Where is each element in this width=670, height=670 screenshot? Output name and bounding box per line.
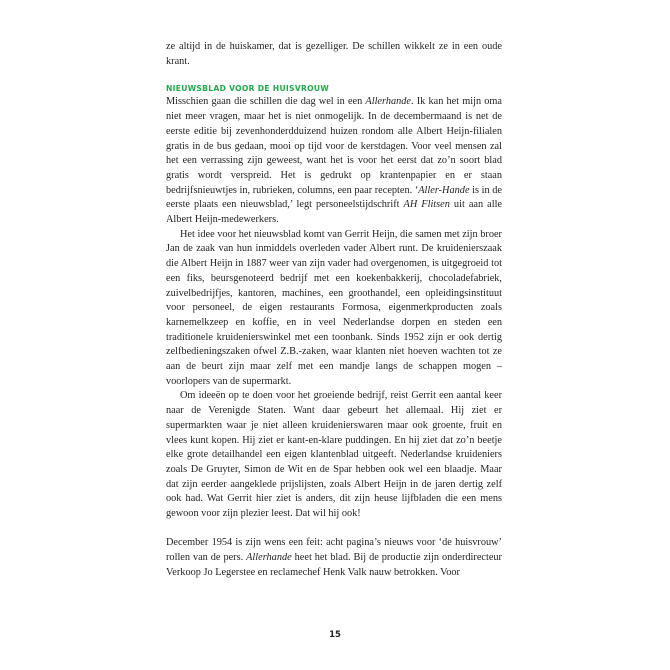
p1-title-ah-flitsen: AH Flitsen xyxy=(403,199,450,211)
paragraph-2: Het idee voor het nieuwsblad komt van Gerrit Heijn, die samen met zijn broer Jan de zaak van hun inmiddels overleden vader Albert runt. De kruidenierszaak die Albert Heijn in 1887 weer van zijn vader had overgenomen, is uitgegroeid tot een fiks, beursgenoteerd bedrijf met een koekenbakkerij, chocoladefabriek, zuivelbedrijfjes, kantoren, machines, een groothandel, een opleidingsinstituut voor personeel, de eigen restaurants Formosa, eigenmerkproducten zoals karnemelkzeep en koffie, en in veel Nederlandse dorpen en steden een traditionele kruidenierswinkel met een toonbank. Sinds 1952 zijn er ook dertig zelfbedieningszaken ofwel Z.B.-zaken, waar klanten niet hoeven wachten tot ze aan de beurt zijn maar zelf met een mandje langs de schappen mogen – voorlopers van de supermarkt. xyxy=(166,228,502,387)
p1-text-e: is in de eerste plaats een nieuwsblad,’ legt personeelstijdschrift xyxy=(166,184,502,211)
p1-text-c: . Ik kan het mijn oma niet meer vragen, maar het is niet onmogelijk. In de decembermaand is net de eerste editie bij zevenhonderdduizend huizen rondom alle Albert Heijn-filialen gratis in de bus gedaan, mooi op tijd voor de kerstdagen. Voor veel mensen zal het een verrassing zijn geweest, want het is voor het eerst dat zo’n soort blad gratis wordt verspreid. Het is gedrukt op krantenpapier en er staan bedrijfsnieuwtjes in, rubrieken, columns, een paar recepten. ‘ xyxy=(166,96,503,196)
p1-text-g: uit aan alle Albert Heijn-medewerkers. xyxy=(166,199,503,226)
paragraph-4 xyxy=(166,536,502,580)
p4-text-a: December 1954 is zijn wens een feit: acht pagina’s nieuws voor ‘de huisvrouw’ rollen van de pers. xyxy=(166,537,502,563)
p4-title-allerhande: Allerhande xyxy=(246,552,292,563)
p4-text-c: heet het blad. Bij de productie zijn onderdirecteur Verkoop Jo Legerstee en reclamechef Henk Valk nauw betrokken. Voor xyxy=(166,552,502,578)
section-heading: NIEUWSBLAD VOOR DE HUISVROUW xyxy=(166,84,330,94)
p1-text-a: Misschien gaan die schillen die dag wel in een xyxy=(166,96,366,108)
page-number: 15 xyxy=(329,630,341,640)
p1-title-allerhande: Allerhande xyxy=(365,96,411,108)
intro-paragraph: ze altijd in de huiskamer, dat is gezelliger. De schillen wikkelt ze in een oude krant. xyxy=(166,41,502,67)
p1-title-aller-hande: Aller-Hande xyxy=(418,184,470,196)
paragraph-1 xyxy=(166,95,502,227)
text-column xyxy=(166,40,502,580)
paragraph-3: Om ideeën op te doen voor het groeiende bedrijf, reist Gerrit een aantal keer naar de Verenigde Staten. Want daar gebeurt het allemaal. Hij ziet er supermarkten waar je niet alleen kruidenierswaren maar ook groente, fruit en vlees kunt kopen. Hij ziet er kant-en-klare puddingen. En hij ziet dat zo’n beetje elke grote detailhandel een eigen klantenblad uitgeeft. Nederlandse kruideniers zoals De Gruyter, Simon de Wit en de Spar hebben ook wel een blaadje. Maar dat zijn eerder aangeklede prijslijsten, zoals Albert Heijn in de jaren dertig zelf ook had. Wat Gerrit hier ziet is anders, dit zijn heuse lijfbladen die een mens gewoon voor zijn plezier leest. Dat wil hij ook! xyxy=(166,390,502,520)
